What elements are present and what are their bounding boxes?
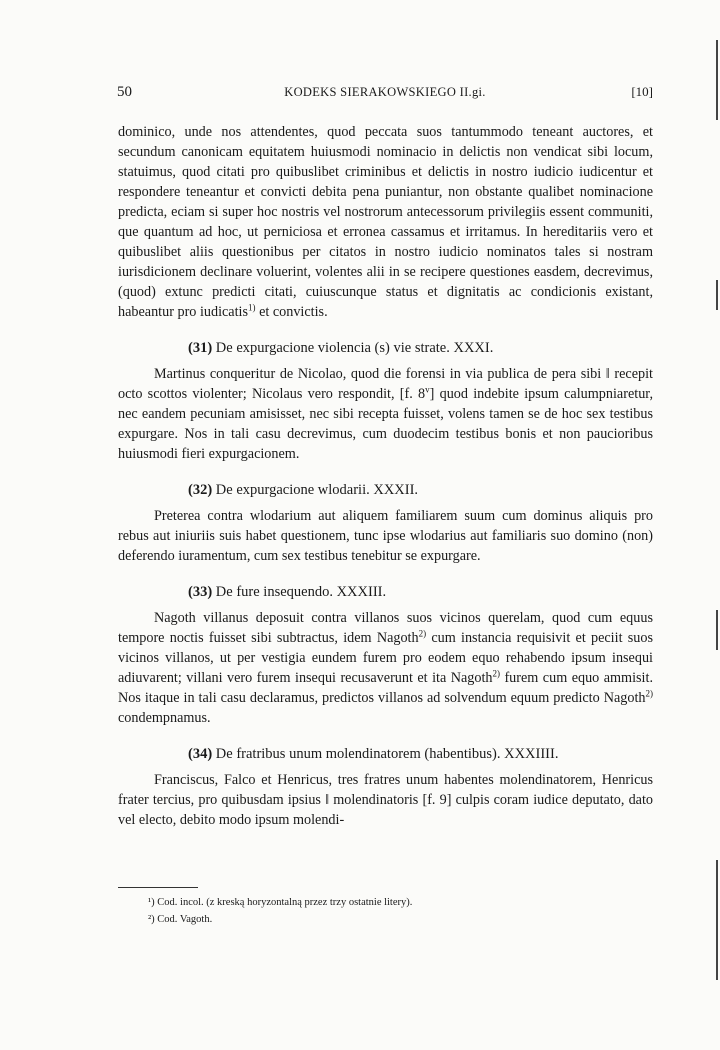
text-run: et convictis.	[255, 304, 328, 320]
page-number: 50	[117, 84, 132, 100]
chapter-heading-33	[118, 582, 653, 602]
paragraph-34: Franciscus, Falco et Henricus, tres fratres unum habentes molendinatorem, Henricus frater tercius, pro quibusdam ipsius ‖ molendinatoris [f. 9] culpis coram iudice deputato, dato vel electo, debito modo ipsum molendi-	[118, 772, 653, 828]
paragraph-32: Preterea contra wlodarium aut aliquem familiarem suum cum dominus aliquis pro rebus aut iniuriis suis habet questionem, tunc ipse wlodarius aut familiaris suo domino (non) deferendo iuramentum, cum sex testibus tenebitur se expurgare.	[118, 508, 653, 564]
chapter-number: (32)	[188, 482, 213, 498]
text-run: dominico, unde nos attendentes, quod peccata suos tantummodo teneant auctores, et secundum canonicam equitatem huiusmodi nominacio in delictis non vendicat sibi locum, statuimus, quod citati pro quibuslibet criminibus et delictis in nostro iudicio iudicentur et respondere teneantur et convicti debita pena puniantur, non obstante qualibet nominacione predicta, eciam si super hoc nostris vel nostrorum antecessorum privilegiis essent communiti, que quantum ad hoc, ut perniciosa et erronea cassamus et irritamus. In hereditariis vero et quibuslibet aliis questionibus per citatos in nostro iudicio nominatos tales si nostram iurisdicionem declinare voluerint, volentes alii in se recipere questiones easdem, decrevimus, (quod) extunc predicti citati, cuiuscunque status et dignitatis ac condicionis existant, habeantur pro iudicatis	[118, 124, 653, 320]
chapter-number: (31)	[188, 340, 213, 356]
section-number: [10]	[631, 84, 653, 99]
footnote-ref: 2)	[418, 628, 427, 639]
document-body	[118, 122, 653, 830]
chapter-heading-32	[118, 480, 653, 500]
scan-edge-mark	[716, 40, 718, 120]
scan-edge-mark	[716, 610, 718, 650]
chapter-number: (34)	[188, 746, 213, 762]
scan-edge-mark	[716, 860, 718, 980]
footnote-ref: 2)	[645, 688, 653, 699]
folio-verso: v	[425, 384, 430, 395]
footnote-separator	[118, 887, 198, 888]
chapter-title: De expurgacione wlodarii. XXXII.	[212, 482, 419, 498]
chapter-heading-34	[118, 744, 653, 764]
running-title: KODEKS SIERAKOWSKIEGO II.gi.	[284, 85, 486, 99]
chapter-title: De fratribus unum molendinatorem (habentibus). XXXIIII.	[212, 746, 559, 762]
text-run: ] quod indebite ipsum calumpniaretur, nec eandem pecuniam amisisset, nec sibi recepta fuisset, volens tamen se de hoc sex testibus expurgare. Nos in tali casu decrevimus, cum duodecim testibus bonis et non paucioribus huiusmodi fieri expurgacionem.	[118, 386, 653, 462]
running-header	[117, 84, 653, 106]
paragraph-31	[118, 364, 653, 464]
footnote-1: ¹) Cod. incol. (z kreską horyzontalną przez trzy ostatnie litery).	[148, 897, 413, 908]
footnote-2: ²) Cod. Vagoth.	[148, 914, 213, 925]
footnote-ref: 2)	[492, 668, 500, 679]
scan-edge-mark	[716, 280, 718, 310]
text-run: furem cum equo ammisit. Nos itaque in tali casu declaramus, predictos villanos ad solvendum equum predicto Nagoth	[118, 670, 653, 706]
text-run: Nagoth villanus deposuit contra villanos suos vicinos querelam, quod cum equus tempore noctis fuisset sibi subtractus, idem Nagoth	[118, 610, 653, 646]
footnotes	[148, 894, 628, 928]
chapter-title: De fure insequendo. XXXIII.	[212, 584, 387, 600]
paragraph-33	[118, 608, 653, 728]
text-run: Martinus conqueritur de Nicolao, quod die forensi in via publica de pera sibi ‖ recepit octo scottos violenter; Nicolaus vero respondit, [f. 8	[118, 366, 653, 402]
footnote-ref: 1)	[248, 302, 256, 313]
chapter-title: De expurgacione violencia (s) vie strate. XXXI.	[212, 340, 494, 356]
text-run: cum instancia requisivit et peciit suos vicinos villanos, ut per vestigia eundem furem pro eodem equo rehabendo ipsum insequi adiuvarent; villani vero furem insequi recusaverunt et ita Nagoth	[118, 630, 653, 686]
chapter-heading-31	[118, 338, 653, 358]
paragraph-continuation	[118, 122, 653, 322]
chapter-number: (33)	[188, 584, 213, 600]
text-run: condempnamus.	[118, 710, 211, 726]
